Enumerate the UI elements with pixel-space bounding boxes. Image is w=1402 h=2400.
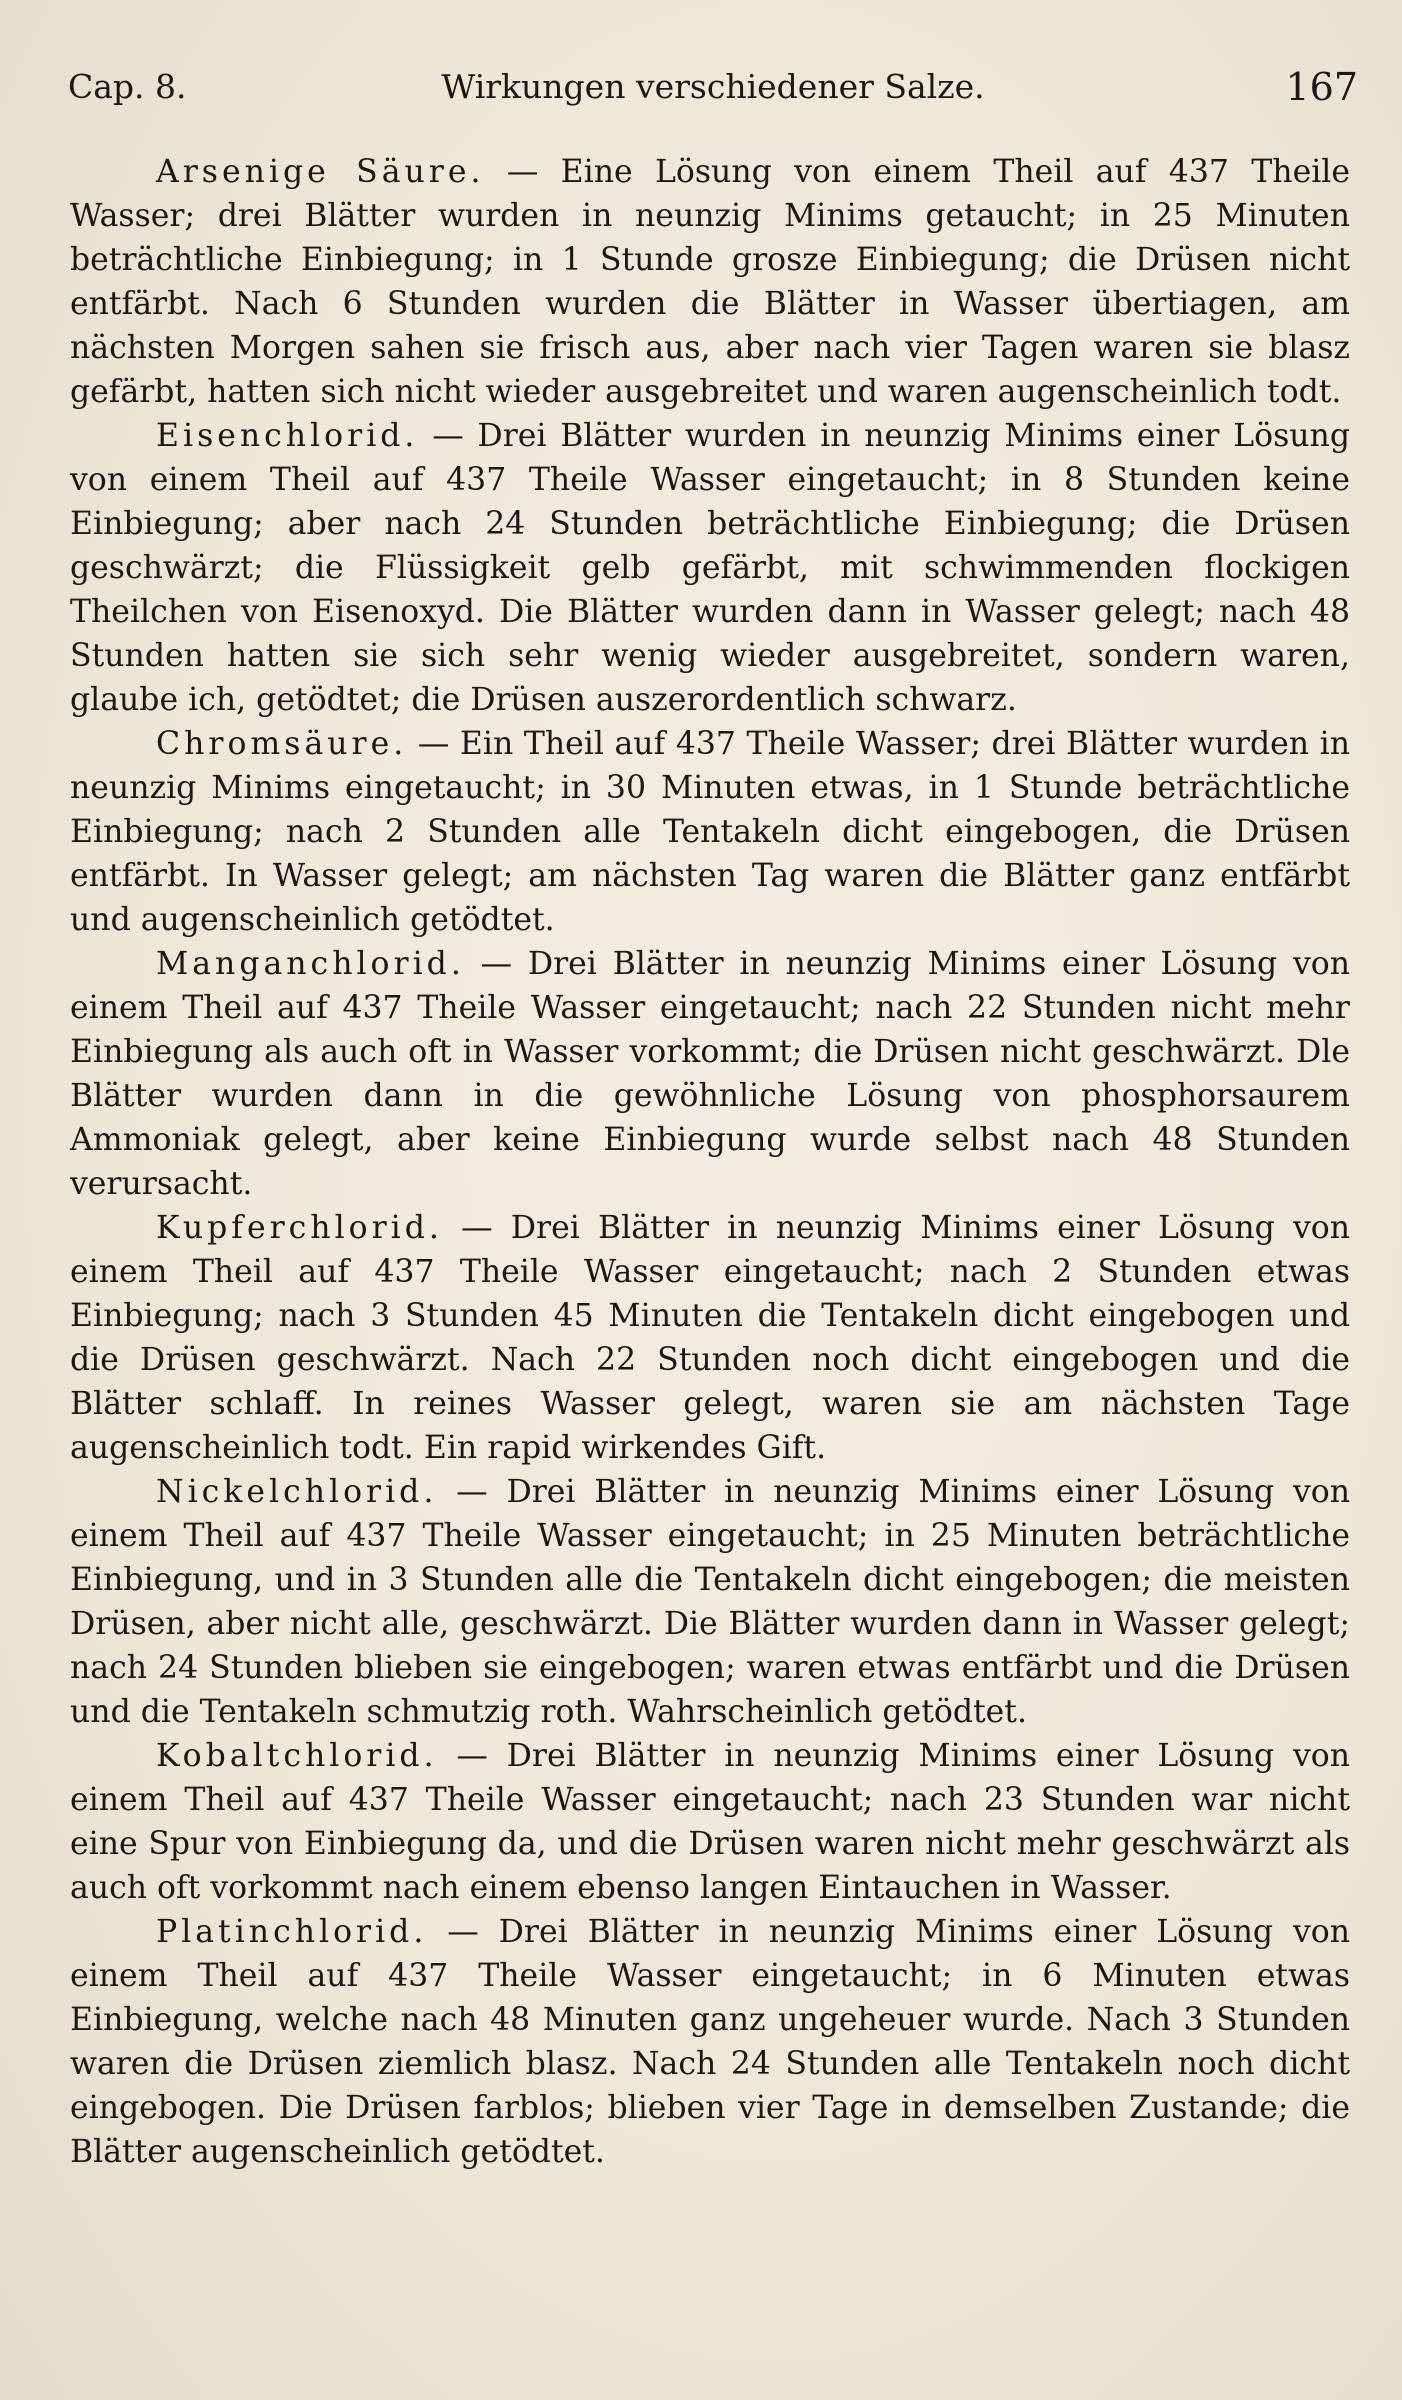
paragraph-text: — Drei Blätter wurden in neunzig Minims einer Lösung von einem Theil auf 437 Theile Wasser eingetaucht; in 8 Stunden keine Einbiegung; aber nach 24 Stunden beträchtliche Einbiegung; die Drüsen geschwärzt; die Flüssigkeit gelb gefärbt, mit schwimmenden flockigen Theilchen von Eisenoxyd. Die Blätter wurden dann in Wasser gelegt; nach 48 Stunden hatten sie sich sehr wenig wieder ausgebreitet, sondern waren, glaube ich, getödtet; die Drüsen auszerordentlich schwarz. bbox=[70, 418, 1350, 718]
paragraph-term: Arsenige Säure. bbox=[156, 154, 485, 190]
paragraph-text: — Ein Theil auf 437 Theile Wasser; drei Blätter wurden in neunzig Minims eingetaucht; in 30 Minuten etwas, in 1 Stunde beträchtliche Einbiegung; nach 2 Stunden alle Tentakeln dicht eingebogen, die Drüsen entfärbt. In Wasser gelegt; am nächsten Tag waren die Blätter ganz entfärbt und augenscheinlich getödtet. bbox=[70, 726, 1350, 938]
paragraph-term: Chromsäure. bbox=[156, 726, 408, 762]
paragraph-term: Kobaltchlorid. bbox=[156, 1738, 438, 1774]
paragraph-term: Eisenchlorid. bbox=[156, 418, 419, 454]
paragraph-manganchlorid bbox=[70, 942, 1350, 1206]
paragraph-kupferchlorid bbox=[70, 1206, 1350, 1470]
paragraph-platinchlorid bbox=[70, 1910, 1350, 2174]
paragraph-nickelchlorid bbox=[70, 1470, 1350, 1734]
paragraph-text: — Drei Blätter in neunzig Minims einer Lösung von einem Theil auf 437 Theile Wasser eingetaucht; nach 22 Stunden nicht mehr Einbiegung als auch oft in Wasser vorkommt; die Drüsen nicht geschwärzt. Dle Blätter wurden dann in die gewöhnliche Lösung von phosphorsaurem Ammoniak gelegt, aber keine Einbiegung wurde selbst nach 48 Stunden verursacht. bbox=[70, 946, 1350, 1202]
paragraph-kobaltchlorid bbox=[70, 1734, 1350, 1910]
running-header bbox=[68, 62, 1358, 112]
paragraph-term: Kupferchlorid. bbox=[156, 1210, 443, 1246]
running-title: Wirkungen verschiedener Salze. bbox=[441, 67, 985, 106]
paragraph-term: Manganchlorid. bbox=[156, 946, 465, 982]
paragraph-term: Nickelchlorid. bbox=[156, 1474, 438, 1510]
chapter-label: Cap. 8. bbox=[68, 67, 187, 106]
paragraph-text: — Drei Blätter in neunzig Minims einer Lösung von einem Theil auf 437 Theile Wasser eingetaucht; in 6 Minuten etwas Einbiegung, welche nach 48 Minuten ganz ungeheuer wurde. Nach 3 Stunden waren die Drüsen ziemlich blasz. Nach 24 Stunden alle Tentakeln noch dicht eingebogen. Die Drüsen farblos; blieben vier Tage in demselben Zustande; die Blätter augenscheinlich getödtet. bbox=[70, 1914, 1350, 2170]
body-text bbox=[70, 150, 1350, 2174]
paragraph-eisenchlorid bbox=[70, 414, 1350, 722]
page-number: 167 bbox=[1285, 65, 1358, 109]
paragraph-text: — Drei Blätter in neunzig Minims einer Lösung von einem Theil auf 437 Theile Wasser eingetaucht; nach 2 Stunden etwas Einbiegung; nach 3 Stunden 45 Minuten die Tentakeln dicht eingebogen und die Drüsen geschwärzt. Nach 22 Stunden noch dicht eingebogen und die Blätter schlaff. In reines Wasser gelegt, waren sie am nächsten Tage augenscheinlich todt. Ein rapid wirkendes Gift. bbox=[70, 1210, 1350, 1466]
paragraph-chromsaeure bbox=[70, 722, 1350, 942]
paragraph-text: — Eine Lösung von einem Theil auf 437 Theile Wasser; drei Blätter wurden in neunzig Minims getaucht; in 25 Minuten beträchtliche Einbiegung; in 1 Stunde grosze Einbiegung; die Drüsen nicht entfärbt. Nach 6 Stunden wurden die Blätter in Wasser übertiagen, am nächsten Morgen sahen sie frisch aus, aber nach vier Tagen waren sie blasz gefärbt, hatten sich nicht wieder ausgebreitet und waren augenscheinlich todt. bbox=[70, 154, 1350, 410]
paragraph-term: Platinchlorid. bbox=[156, 1914, 428, 1950]
paragraph-arsenige-saeure bbox=[70, 150, 1350, 414]
paragraph-text: — Drei Blätter in neunzig Minims einer Lösung von einem Theil auf 437 Theile Wasser eingetaucht; nach 23 Stunden war nicht eine Spur von Einbiegung da, und die Drüsen waren nicht mehr geschwärzt als auch oft vorkommt nach einem ebenso langen Eintauchen in Wasser. bbox=[70, 1738, 1350, 1906]
paragraph-text: — Drei Blätter in neunzig Minims einer Lösung von einem Theil auf 437 Theile Wasser eingetaucht; in 25 Minuten beträchtliche Einbiegung, und in 3 Stunden alle die Tentakeln dicht eingebogen; die meisten Drüsen, aber nicht alle, geschwärzt. Die Blätter wurden dann in Wasser gelegt; nach 24 Stunden blieben sie eingebogen; waren etwas entfärbt und die Drüsen und die Tentakeln schmutzig roth. Wahrscheinlich getödtet. bbox=[70, 1474, 1350, 1730]
